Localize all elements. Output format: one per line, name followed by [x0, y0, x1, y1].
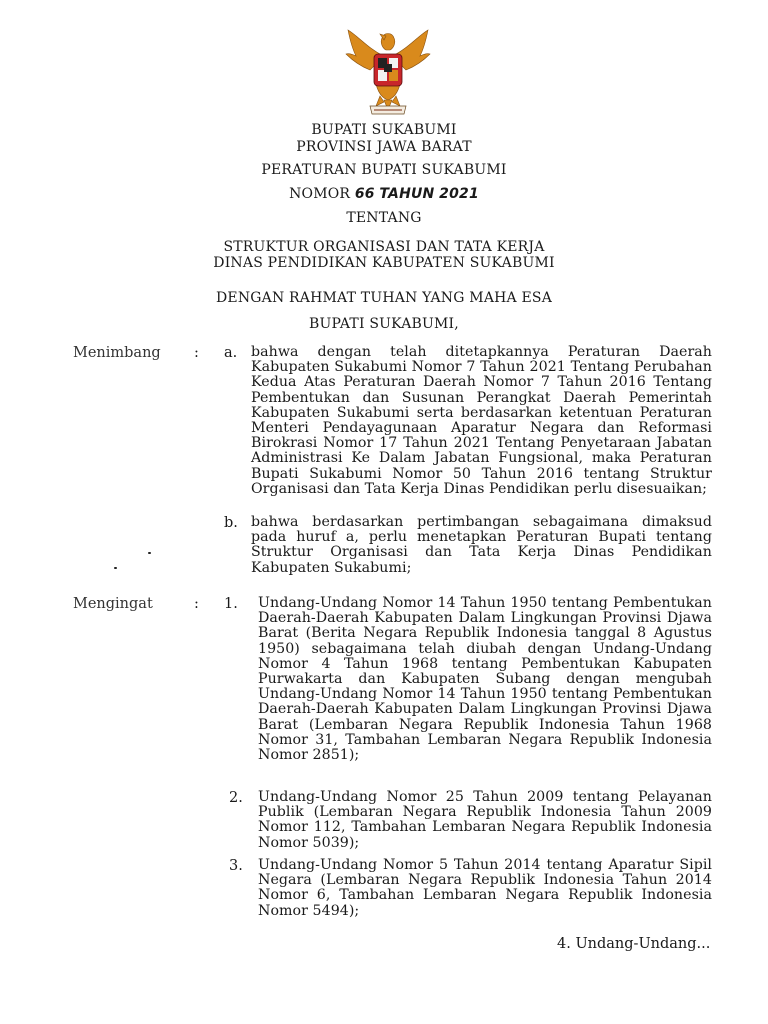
menimbang-label: Menimbang — [73, 345, 161, 361]
tentang-heading: TENTANG — [346, 210, 422, 226]
mengingat-3-marker: 3. — [229, 858, 243, 874]
tahun-value: 2021 — [439, 186, 479, 202]
mengingat-label: Mengingat — [73, 596, 153, 612]
regulation-type: PERATURAN BUPATI SUKABUMI — [261, 162, 507, 178]
mengingat-3-text: Undang-Undang Nomor 5 Tahun 2014 tentang Aparatur Sipil Negara (Lembaran Negara Republik Indonesia Tahun 2014 Nomor 6, Tambahan Lembaran Negara Republik Indonesia Nomor 5494); — [258, 857, 712, 919]
mengingat-1-text: Undang-Undang Nomor 14 Tahun 1950 tentang Pembentukan Daerah-Daerah Kabupaten Dalam Lingkungan Provinsi Djawa Barat (Berita Negara Republik Indonesia tanggal 8 Agustus 1950) sebagaimana telah diubah dengan Undang-Undang Nomor 4 Tahun 1968 tentang Pembentukan Kabupaten Purwakarta dan Kabupaten Subang dengan mengubah Undang-Undang Nomor 14 Tahun 1950 tentang Pembentukan Daerah-Daerah Kabupaten Dalam Lingkungan Provinsi Djawa Barat (Lembaran Negara Republik Indonesia Tahun 1968 Nomor 31, Tambahan Lembaran Negara Republik Indonesia Nomor 2851); — [258, 595, 712, 764]
regulation-title-line1: STRUKTUR ORGANISASI DAN TATA KERJA — [223, 239, 545, 255]
mengingat-1-marker: 1. — [224, 596, 238, 612]
regulation-number-line — [0, 186, 768, 203]
regulation-title-line2: DINAS PENDIDIKAN KABUPATEN SUKABUMI — [213, 255, 555, 271]
header-province: PROVINSI JAWA BARAT — [296, 139, 472, 155]
bupati-signatory: BUPATI SUKABUMI, — [309, 316, 459, 332]
rahmat-line: DENGAN RAHMAT TUHAN YANG MAHA ESA — [215, 290, 553, 306]
mengingat-colon: : — [194, 596, 199, 612]
menimbang-b-marker: b. — [224, 515, 238, 531]
scan-speck — [114, 567, 117, 569]
garuda-emblem-icon — [340, 26, 436, 116]
mengingat-2-marker: 2. — [229, 790, 243, 806]
menimbang-a-text: bahwa dengan telah ditetapkannya Peraturan Daerah Kabupaten Sukabumi Nomor 7 Tahun 2021 Tentang Perubahan Kedua Atas Peraturan Daerah Nomor 7 Tahun 2016 Tentang Pembentukan dan Susunan Perangkat Daerah Pemerintah Kabupaten Sukabumi serta berdasarkan ketentuan Peraturan Menteri Pendayagunaan Aparatur Negara dan Reformasi Birokrasi Nomor 17 Tahun 2021 Tentang Penyetaraan Jabatan Administrasi Ke Dalam Jabatan Fungsional, maka Peraturan Bupati Sukabumi Nomor 50 Tahun 2016 tentang Struktur Organisasi dan Tata Kerja Dinas Pendidikan perlu disesuaikan; — [251, 344, 712, 497]
tahun-label: TAHUN — [379, 186, 435, 202]
nomor-label: NOMOR — [289, 186, 351, 202]
menimbang-colon: : — [194, 345, 199, 361]
scan-speck — [148, 552, 151, 554]
page-continuation: 4. Undang-Undang... — [557, 936, 711, 952]
header-regent-title: BUPATI SUKABUMI — [311, 122, 457, 138]
menimbang-a-marker: a. — [224, 345, 238, 361]
mengingat-2-text: Undang-Undang Nomor 25 Tahun 2009 tentang Pelayanan Publik (Lembaran Negara Republik Indonesia Tahun 2009 Nomor 112, Tambahan Lembaran Negara Republik Indonesia Nomor 5039); — [258, 789, 712, 851]
nomor-value: 66 — [354, 186, 375, 202]
menimbang-b-text: bahwa berdasarkan pertimbangan sebagaimana dimaksud pada huruf a, perlu menetapkan Peraturan Bupati tentang Struktur Organisasi dan Tata Kerja Dinas Pendidikan Kabupaten Sukabumi; — [251, 514, 712, 576]
